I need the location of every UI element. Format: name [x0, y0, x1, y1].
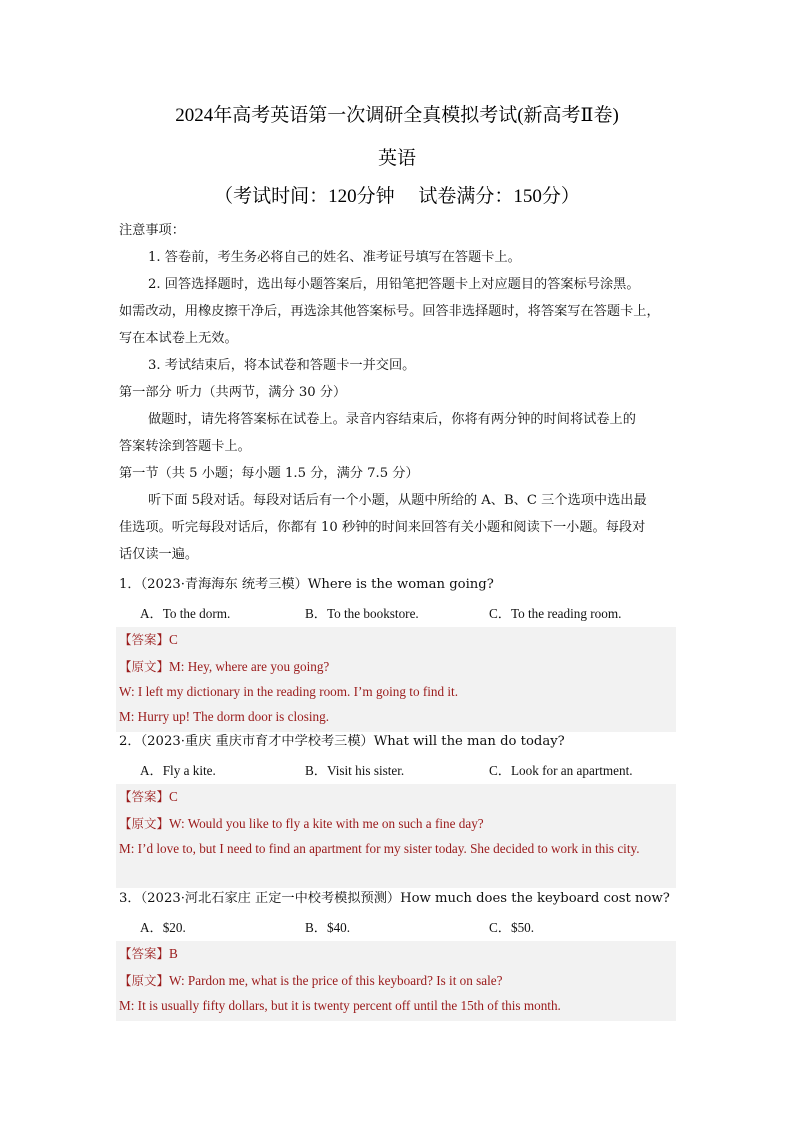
subject-title: 英语	[377, 148, 416, 169]
section1-instruction-line-2: 佳选项。听完每段对话后，你都有 10 秒钟的时间来回答有关小题和阅读下一小题。每段对	[119, 520, 646, 535]
section1-instruction-line-3: 话仅读一遍。	[119, 547, 199, 562]
notes-heading: 注意事项：	[119, 223, 185, 238]
script-tag: 【原文】	[119, 973, 170, 988]
question-2-script-line-2: M: I’d love to, but I need to find an apartment for my sister today. She decided to work in this city.	[119, 841, 640, 856]
question-1-answer-box	[116, 627, 676, 732]
question-2-option-c: C．Look for an apartment.	[489, 763, 633, 778]
question-1-stem: 1．（2023·青海海东 统考三模）Where is the woman going?	[119, 577, 494, 592]
question-2-stem: 2．（2023·重庆 重庆市育才中学校考三模）What will the man do today?	[119, 734, 565, 749]
question-1-script-line-2: W: I left my dictionary in the reading room. I’m going to find it.	[119, 684, 459, 699]
note-item-3: 3. 考试结束后，将本试卷和答题卡一并交回。	[148, 358, 416, 373]
question-2-option-b: B．Visit his sister.	[305, 763, 405, 778]
note-item-1: 1. 答卷前，考生务必将自己的姓名、准考证号填写在答题卡上。	[148, 250, 521, 265]
answer-tag: 【答案】	[119, 789, 170, 804]
question-3-option-a: A．$20.	[140, 920, 186, 935]
question-3-option-c: C．$50.	[489, 920, 535, 935]
question-2-answer-box	[116, 784, 676, 888]
question-1-option-a: A．To the dorm.	[140, 606, 231, 621]
question-3-stem: 3．（2023·河北石家庄 正定一中校考模拟预测）How much does the keyboard cost now?	[119, 891, 670, 906]
question-1-script-line-3: M: Hurry up! The dorm door is closing.	[119, 709, 330, 724]
question-2-option-a: A．Fly a kite.	[140, 763, 216, 778]
note-item-2-line-1: 2. 回答选择题时，选出每小题答案后，用铅笔把答题卡上对应题目的答案标号涂黑。	[148, 277, 640, 292]
script-tag: 【原文】	[119, 816, 170, 831]
answer-tag: 【答案】	[119, 632, 170, 647]
question-1-answer: C	[169, 632, 178, 647]
question-2-answer: C	[169, 789, 178, 804]
question-2-script-line-1: W: Would you like to fly a kite with me on such a fine day?	[169, 816, 484, 831]
question-1-option-b: B．To the bookstore.	[305, 606, 419, 621]
section1-instruction-line-1: 听下面 5段对话。每段对话后有一个小题，从题中所给的 A、B、C 三个选项中选出最	[148, 493, 647, 508]
section1-heading: 第一节（共 5 小题；每小题 1.5 分，满分 7.5 分）	[119, 466, 419, 481]
part1-instruction-line-2: 答案转涂到答题卡上。	[119, 439, 251, 454]
note-item-2-line-3: 写在本试卷上无效。	[119, 331, 238, 346]
question-3-option-b: B．$40.	[305, 920, 351, 935]
script-tag: 【原文】	[119, 659, 170, 674]
part1-heading: 第一部分 听力（共两节，满分 30 分）	[119, 385, 347, 400]
question-1-option-c: C．To the reading room.	[489, 606, 622, 621]
question-3-answer-box	[116, 941, 676, 1021]
time-info: （考试时间：120分钟 试卷满分：150分）	[214, 186, 580, 207]
answer-tag: 【答案】	[119, 946, 170, 961]
question-3-answer: B	[169, 946, 178, 961]
question-3-script-line-1: W: Pardon me, what is the price of this keyboard? Is it on sale?	[169, 973, 503, 988]
exam-title: 2024年高考英语第一次调研全真模拟考试(新高考Ⅱ卷)	[175, 105, 619, 126]
part1-instruction-line-1: 做题时，请先将答案标在试卷上。录音内容结束后，你将有两分钟的时间将试卷上的	[148, 412, 636, 427]
note-item-2-line-2: 如需改动，用橡皮擦干净后，再选涂其他答案标号。回答非选择题时，将答案写在答题卡上，	[119, 304, 660, 319]
question-1-script-line-1: M: Hey, where are you going?	[169, 659, 330, 674]
question-3-script-line-2: M: It is usually fifty dollars, but it is twenty percent off until the 15th of this month.	[119, 998, 561, 1013]
